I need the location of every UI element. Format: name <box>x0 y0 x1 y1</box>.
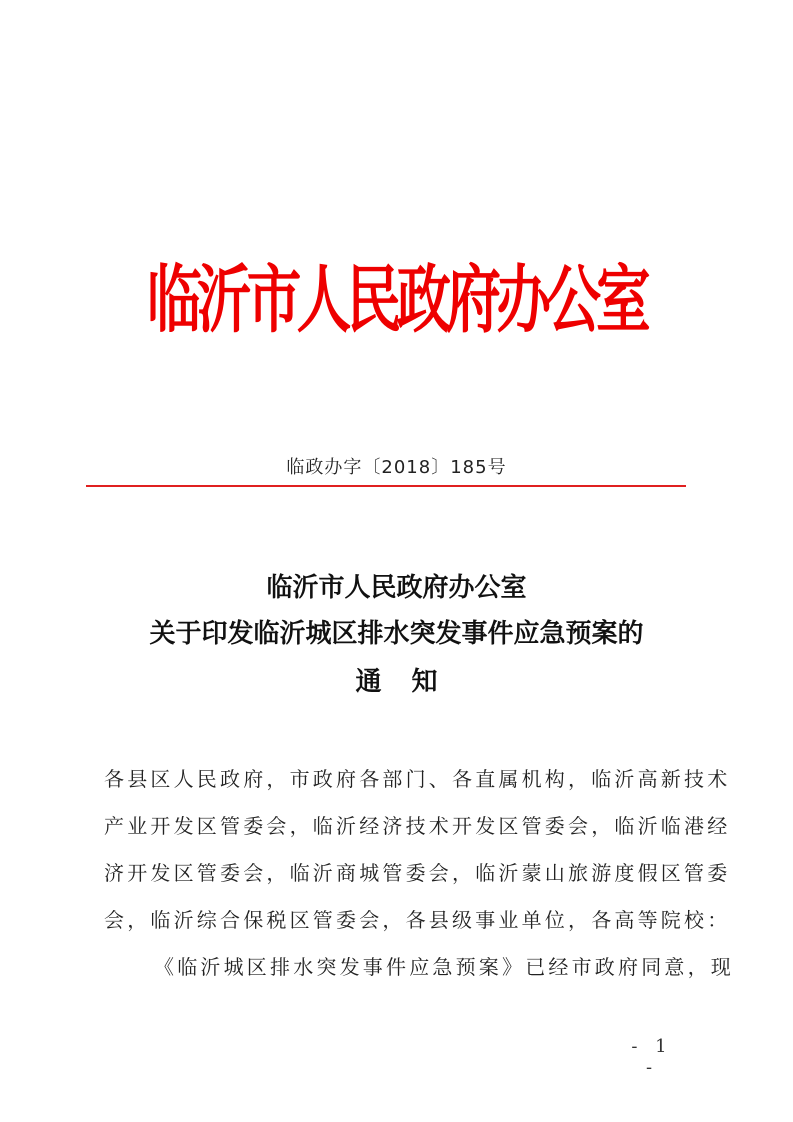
notice-body <box>104 756 734 991</box>
page-number: - 1 - <box>631 1036 673 1078</box>
body-line: 产业开发区管委会，临沂经济技术开发区管委会，临沂临港经 <box>104 814 731 838</box>
notice-title-line-3: 通知 <box>355 667 468 697</box>
body-line: 会，临沂综合保税区管委会，各县级事业单位，各高等院校： <box>104 908 731 932</box>
red-divider-line <box>86 485 686 487</box>
body-line: 各县区人民政府，市政府各部门、各直属机构，临沂高新技术 <box>104 767 731 791</box>
notice-title-line-1: 临沂市人民政府办公室 <box>266 573 527 603</box>
body-line: 《临沂城区排水突发事件应急预案》已经市政府同意，现 <box>154 955 734 979</box>
body-line: 济开发区管委会，临沂商城管委会，临沂蒙山旅游度假区管委 <box>104 861 731 885</box>
document-number: 临政办字〔2018〕185号 <box>286 457 507 478</box>
masthead-title: 临沂市人民政府办公室 <box>146 255 647 344</box>
notice-title-line-2: 关于印发临沂城区排水突发事件应急预案的 <box>149 619 644 649</box>
